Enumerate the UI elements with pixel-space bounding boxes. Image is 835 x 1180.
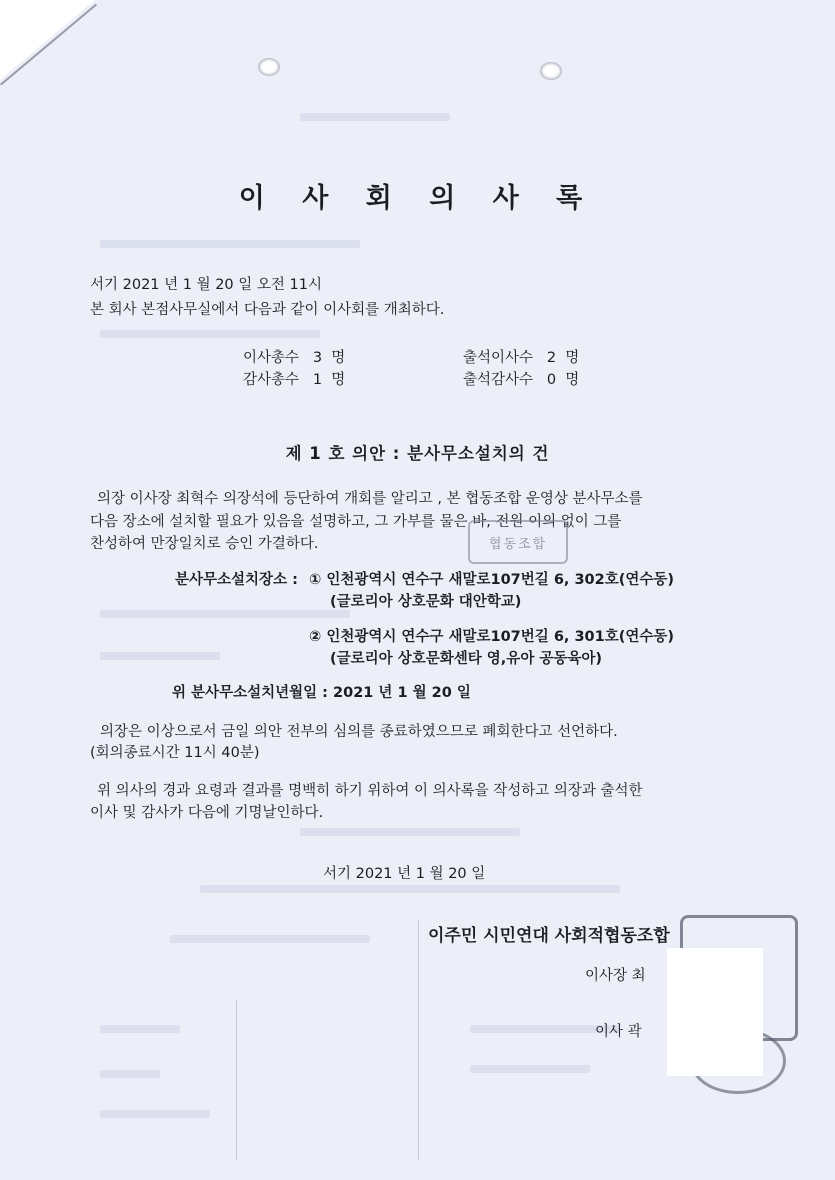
body-paragraph-line: 다음 장소에 설치할 필요가 있음을 설명하고, 그 가부를 물은 바, 전원 이의 없이 그를 xyxy=(90,514,622,530)
branch-address-1: ① 인천광역시 연수구 새말로107번길 6, 302호(연수동) xyxy=(309,572,675,588)
body-paragraph-line: 찬성하여 만장일치로 승인 가결하다. xyxy=(90,536,319,552)
closing-declaration: 의장은 이상으로서 금일 의안 전부의 심의를 종료하였으므로 폐회한다고 선언하다. xyxy=(100,724,618,740)
punch-hole xyxy=(540,62,562,80)
show-through-mark xyxy=(300,828,520,836)
branch-location-label: 분사무소설치장소 : xyxy=(175,572,298,588)
show-through-line xyxy=(418,920,419,1160)
folded-corner xyxy=(0,0,95,80)
auditors-total: 감사총수 1 명 xyxy=(243,372,346,388)
directors-total: 이사총수 3 명 xyxy=(243,350,346,366)
directors-present: 출석이사수 2 명 xyxy=(463,350,580,366)
branch-establish-date: 위 분사무소설치년월일 : 2021 년 1 월 20 일 xyxy=(172,685,471,701)
organization-name: 이주민 시민연대 사회적협동조합 xyxy=(428,926,670,946)
meeting-place: 본 회사 본점사무실에서 다음과 같이 이사회를 개최하다. xyxy=(90,302,445,318)
show-through-mark xyxy=(100,240,360,248)
show-through-mark xyxy=(170,935,370,943)
show-through-mark xyxy=(470,1065,590,1073)
show-through-mark xyxy=(100,1110,210,1118)
small-stamp xyxy=(468,520,568,564)
agenda-title: 제 1 호 의안 : 분사무소설치의 건 xyxy=(285,444,550,463)
body-paragraph-line: 의장 이사장 최혁수 의장석에 등단하여 개회를 알리고 , 본 협동조합 운영상 분사무소를 xyxy=(97,491,643,507)
branch-address-2-note: (글로리아 상호문화센타 영,유아 공동육아) xyxy=(330,651,603,667)
show-through-mark xyxy=(100,652,220,660)
stamp-text: 협동조합 xyxy=(488,536,548,552)
branch-address-1-note: (글로리아 상호문화 대안학교) xyxy=(330,594,522,610)
show-through-mark xyxy=(100,1070,160,1078)
auditors-present: 출석감사수 0 명 xyxy=(463,372,580,388)
show-through-line xyxy=(236,1000,237,1160)
show-through-mark xyxy=(100,330,320,338)
signature-date: 서기 2021 년 1 월 20 일 xyxy=(323,866,486,882)
punch-hole xyxy=(258,58,280,76)
document-title: 이 사 회 의 사 록 xyxy=(238,183,597,214)
show-through-mark xyxy=(100,610,350,618)
show-through-mark xyxy=(200,885,620,893)
minutes-purpose-line: 이사 및 감사가 다음에 기명날인하다. xyxy=(90,805,324,821)
minutes-purpose-line: 위 의사의 경과 요령과 결과를 명백히 하기 위하여 이 의사록을 작성하고 의장과 출석한 xyxy=(97,783,643,799)
show-through-mark xyxy=(100,1025,180,1033)
meeting-datetime: 서기 2021 년 1 월 20 일 오전 11시 xyxy=(90,277,322,293)
branch-address-2: ② 인천광역시 연수구 새말로107번길 6, 301호(연수동) xyxy=(309,629,675,645)
show-through-mark xyxy=(300,113,450,121)
closing-time: (회의종료시간 11시 40분) xyxy=(90,745,260,761)
redaction-box xyxy=(667,948,763,1076)
chair-signatory: 이사장 최 xyxy=(585,968,646,984)
director-signatory: 이사 곽 xyxy=(595,1024,642,1040)
